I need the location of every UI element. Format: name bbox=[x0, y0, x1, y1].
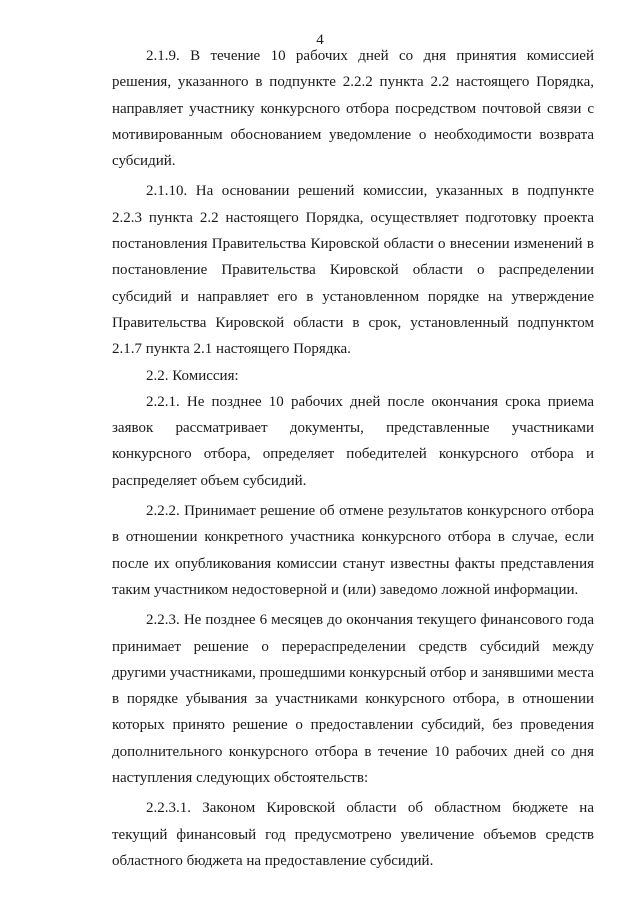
paragraph-2-1-10: 2.1.10. На основании решений комиссии, указанных в подпункте 2.2.3 пункта 2.2 настоящего Порядка, осуществляет подготовку проекта постановления Правительства Кировской области о внесении изменений в постановление Правительства Кировской области о распределении субсидий и направляет его в установленном порядке на утверждение Правительства Кировской области в срок, установленный подпунктом 2.1.7 пункта 2.1 настоящего Порядка. bbox=[112, 183, 594, 358]
section-heading-2-2: 2.2. Комиссия: bbox=[146, 367, 239, 384]
document-body bbox=[112, 43, 594, 874]
page-number: 4 bbox=[316, 32, 324, 48]
paragraph-2-2-3-1: 2.2.3.1. Законом Кировской области об областном бюджете на текущий финансовый год предусмотрено увеличение объемов средств областного бюджета на предоставление субсидий. bbox=[112, 800, 594, 869]
paragraph-2-2-3: 2.2.3. Не позднее 6 месяцев до окончания текущего финансового года принимает решение о перераспределении средств субсидий между другими участниками, прошедшими конкурсный отбор и занявшими места в порядке убывания за участниками конкурсного отбора, в отношении которых принято решение о предоставлении субсидий, без проведения дополнительного конкурсного отбора в течение 10 рабочих дней со дня наступления следующих обстоятельств: bbox=[112, 612, 594, 787]
paragraph-2-2-2: 2.2.2. Принимает решение об отмене результатов конкурсного отбора в отношении конкретного участника конкурсного отбора в случае, если после их опубликования комиссии станут известны факты представления таким участником недостоверной и (или) заведомо ложной информации. bbox=[112, 503, 594, 598]
paragraph-2-1-9: 2.1.9. В течение 10 рабочих дней со дня принятия комиссией решения, указанного в подпункте 2.2.2 пункта 2.2 настоящего Порядка, направляет участнику конкурсного отбора посредством почтовой связи с мотивированным обоснованием уведомление о необходимости возврата субсидий. bbox=[112, 48, 594, 170]
paragraph-2-2-1: 2.2.1. Не позднее 10 рабочих дней после окончания срока приема заявок рассматривает документы, представленные участниками конкурсного отбора, определяет победителей конкурсного отбора и распределяет объем субсидий. bbox=[112, 393, 594, 489]
